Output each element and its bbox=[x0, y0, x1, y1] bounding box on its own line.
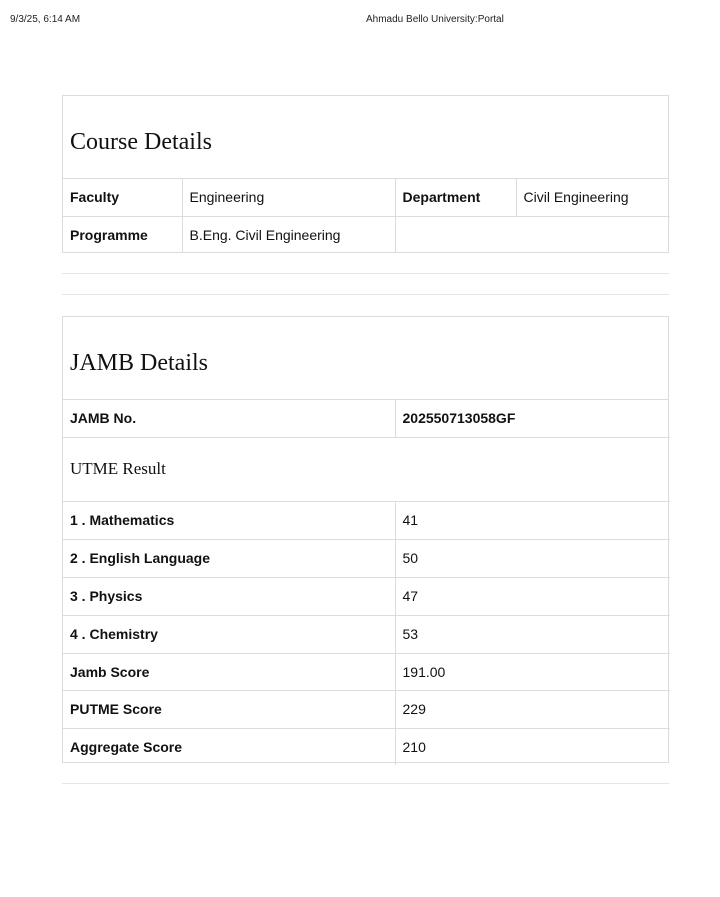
subject-score: 50 bbox=[395, 539, 670, 577]
jamb-details-card bbox=[62, 316, 669, 763]
jamb-details-table bbox=[63, 400, 670, 765]
subject-label: 4 . Chemistry bbox=[63, 615, 395, 653]
table-row bbox=[63, 437, 670, 501]
jamb-no-label: JAMB No. bbox=[63, 400, 395, 437]
faculty-value: Engineering bbox=[182, 179, 395, 216]
divider bbox=[62, 294, 669, 295]
table-row bbox=[63, 653, 670, 690]
table-row bbox=[63, 400, 670, 437]
jamb-score-value: 191.00 bbox=[395, 653, 670, 690]
course-details-table bbox=[63, 179, 670, 253]
divider bbox=[62, 273, 669, 274]
aggregate-score-value: 210 bbox=[395, 728, 670, 765]
programme-value: B.Eng. Civil Engineering bbox=[182, 216, 395, 253]
table-row bbox=[63, 577, 670, 615]
table-row bbox=[63, 615, 670, 653]
faculty-label: Faculty bbox=[63, 179, 182, 216]
subject-label: 3 . Physics bbox=[63, 577, 395, 615]
jamb-details-title: JAMB Details bbox=[63, 317, 668, 400]
jamb-no-value: 202550713058GF bbox=[402, 410, 516, 427]
programme-label: Programme bbox=[63, 216, 182, 253]
jamb-score-label: Jamb Score bbox=[63, 653, 395, 690]
table-row bbox=[63, 179, 670, 216]
course-details-title: Course Details bbox=[63, 96, 668, 179]
table-row bbox=[63, 539, 670, 577]
department-value: Civil Engineering bbox=[523, 189, 629, 206]
subject-score: 47 bbox=[395, 577, 670, 615]
putme-score-value: 229 bbox=[395, 690, 670, 728]
utme-result-heading: UTME Result bbox=[63, 437, 670, 501]
course-details-card bbox=[62, 95, 669, 253]
table-row bbox=[63, 690, 670, 728]
empty-cell bbox=[395, 216, 670, 253]
subject-score: 41 bbox=[395, 501, 670, 539]
subject-label: 1 . Mathematics bbox=[63, 501, 395, 539]
aggregate-score-label: Aggregate Score bbox=[63, 728, 395, 765]
subject-label: 2 . English Language bbox=[63, 539, 395, 577]
print-header bbox=[0, 14, 720, 28]
table-row bbox=[63, 501, 670, 539]
divider bbox=[62, 783, 669, 784]
print-page-title: Ahmadu Bello University:Portal bbox=[366, 14, 504, 25]
print-date: 9/3/25, 6:14 AM bbox=[10, 14, 81, 25]
subject-score: 53 bbox=[395, 615, 670, 653]
table-row bbox=[63, 728, 670, 765]
putme-score-label: PUTME Score bbox=[63, 690, 395, 728]
department-label: Department bbox=[395, 179, 516, 216]
table-row bbox=[63, 216, 670, 253]
